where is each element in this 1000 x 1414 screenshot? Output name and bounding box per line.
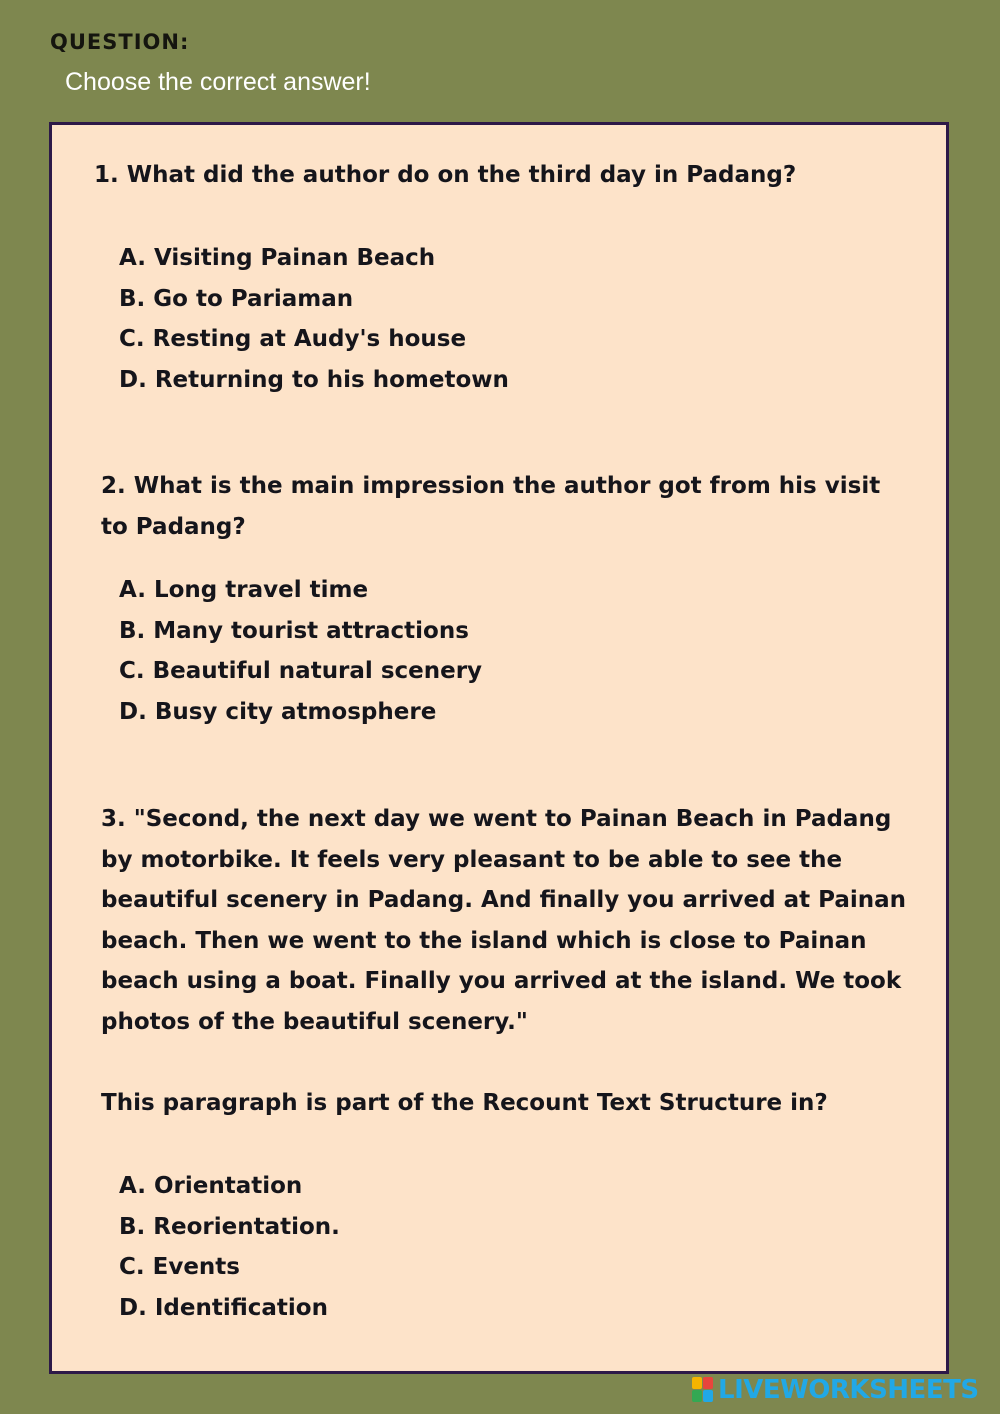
- question-3-options: [119, 1166, 340, 1328]
- option-1b[interactable]: B. Go to Pariaman: [119, 285, 354, 312]
- option-2b[interactable]: B. Many tourist attractions: [119, 617, 469, 644]
- option-3a[interactable]: A. Orientation: [119, 1173, 303, 1199]
- liveworksheets-logo-icon: [692, 1377, 714, 1403]
- option-2d[interactable]: D. Busy city atmosphere: [119, 698, 437, 725]
- question-1-options: [119, 238, 509, 400]
- liveworksheets-logo-text: LIVEWORKSHEETS: [718, 1375, 979, 1405]
- option-1a[interactable]: A. Visiting Painan Beach: [119, 245, 436, 271]
- instruction-text: Choose the correct answer!: [65, 68, 371, 96]
- question-2-text: 2. What is the main impression the author got from his visit to Padang?: [101, 473, 881, 540]
- option-1d[interactable]: D. Returning to his hometown: [119, 366, 509, 393]
- option-3c[interactable]: C. Events: [119, 1254, 240, 1280]
- option-2c[interactable]: C. Beautiful natural scenery: [119, 658, 483, 684]
- question-3-passage: 3. "Second, the next day we went to Painan Beach in Padang by motorbike. It feels very pleasant to be able to see the beautiful scenery in Padang. And finally you arrived at Painan beach. Then we went to the island which is close to Painan beach using a boat. Finally you arrived at the island. We took photos of the beautiful scenery.": [101, 806, 907, 1035]
- question-1-text: 1. What did the author do on the third day in Padang?: [94, 162, 797, 188]
- option-1c[interactable]: C. Resting at Audy's house: [119, 326, 467, 352]
- question-3-text: This paragraph is part of the Recount Text Structure in?: [101, 1090, 828, 1116]
- option-2a[interactable]: A. Long travel time: [119, 577, 369, 603]
- page-heading: QUESTION:: [50, 30, 190, 54]
- liveworksheets-logo: [692, 1374, 979, 1406]
- option-3b[interactable]: B. Reorientation.: [119, 1213, 340, 1240]
- worksheet-card: [49, 122, 949, 1374]
- option-3d[interactable]: D. Identification: [119, 1294, 328, 1321]
- question-2-options: [119, 570, 482, 732]
